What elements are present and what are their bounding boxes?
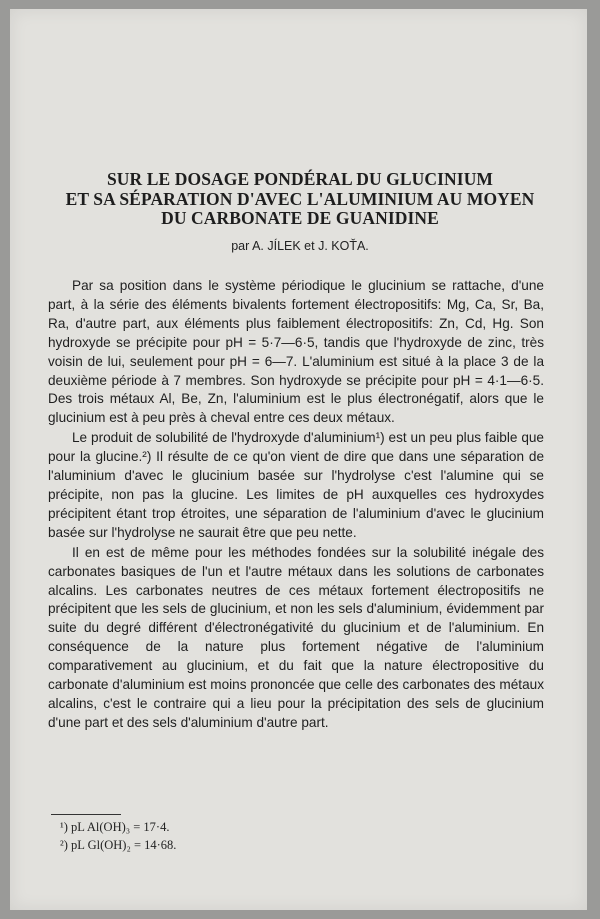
title-line: SUR LE DOSAGE PONDÉRAL DU GLUCINIUM [106, 169, 494, 189]
footnotes [60, 818, 176, 854]
footnote-divider [51, 814, 121, 815]
article-body [48, 277, 544, 733]
title-line: ET SA SÉPARATION D'AVEC L'ALUMINIUM AU MOYEN [65, 188, 535, 209]
article-title [0, 170, 600, 229]
title-line: DU CARBONATE DE GUANIDINE [161, 208, 439, 228]
body-paragraph: Par sa position dans le système périodique le glucinium se rattache, d'une part, à la série des éléments bivalents fortement électropositifs: Mg, Ca, Sr, Ba, Ra, d'autre part, aux éléments plus faiblement électropositifs: Zn, Cd, Hg. Son hydroxyde se précipite pour pH = 5·7—6·5, tandis que l'hydroxyde de zinc, très voisin de lui, seulement pour pH = 6—7. L'aluminium est situé à la place 3 de la deuxième période à 7 membres. Son hydroxyde se précipite pour pH = 4·1—6·5. Des trois métaux Al, Be, Zn, l'aluminium est le plus électronégatif, alors que le glucinium est à peu près à cheval entre ces deux métaux. [48, 278, 544, 426]
footnote: ²) pL Gl(OH)₂ = 14·68. [60, 838, 177, 852]
author-byline: par A. JÍLEK et J. KOŤA. [231, 239, 369, 253]
footnote: ¹) pL Al(OH)₃ = 17·4. [60, 820, 170, 834]
body-paragraph: Il en est de même pour les méthodes fondées sur la solubilité inégale des carbonates basiques de l'un et l'autre métaux dans les solutions de carbonates alcalins. Les carbonates neutres de ces métaux fortement électropositifs ne précipitent que les sels de glucinium, et non les sels d'aluminium, évidemment par suite du degré différent d'électronégativité du glucinium et de l'aluminium. En conséquence de la nature plus fortement négative de l'aluminium comparativement au glucinium, et du fait que la nature électropositive du carbonate d'aluminium est moins prononcée que celle des carbonates des métaux alcalins, c'est le contraire qui a lieu pour la précipitation des sels de glucinium d'une part et des sels d'aluminium d'autre part. [48, 544, 544, 730]
body-paragraph: Le produit de solubilité de l'hydroxyde d'aluminium¹) est un peu plus faible que pour la glucine.²) Il résulte de ce qu'on vient de dire que dans une séparation de l'aluminium d'avec le glucinium basée sur l'hydrolyse c'est l'alumine qui se précipite, non pas la glucine. Les limites de pH auxquelles ces hydroxydes précipitent étant trop étroites, une séparation de l'aluminium d'avec le glucinium basée sur l'hydrolyse ne saurait être que peu nette. [48, 430, 544, 540]
